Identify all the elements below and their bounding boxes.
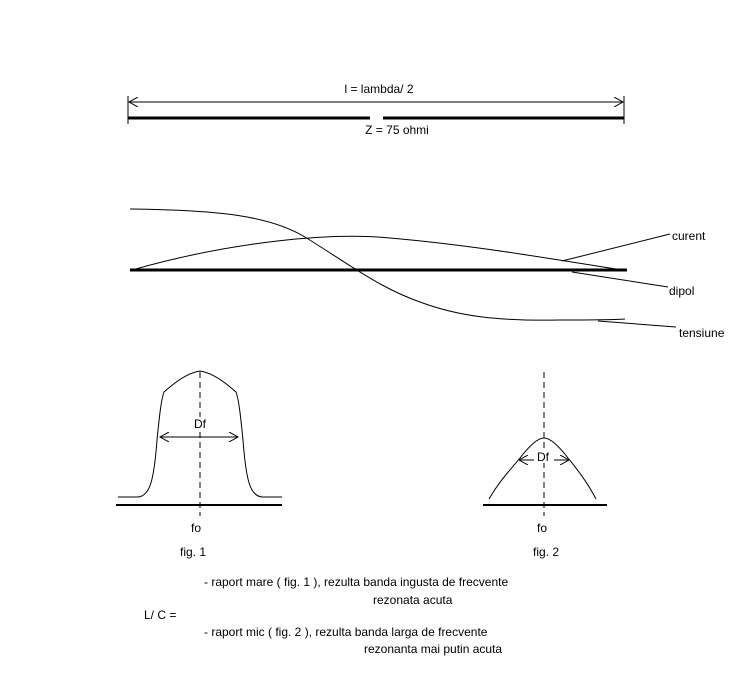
voltage-label: tensiune bbox=[679, 326, 725, 340]
fig1-caption: fig. 1 bbox=[179, 545, 207, 559]
fig2-bandwidth-label: Df bbox=[537, 450, 549, 464]
impedance-label: Z = 75 ohmi bbox=[365, 123, 429, 137]
current-curve bbox=[132, 236, 622, 270]
note-line-1: - raport mare ( fig. 1 ), rezulta banda ingusta de frecvente bbox=[204, 575, 509, 589]
fig1-bandwidth-label: Df bbox=[194, 417, 206, 431]
note-line-3: - raport mic ( fig. 2 ), rezulta banda larga de frecvente bbox=[204, 625, 488, 639]
fig2-section bbox=[483, 372, 607, 559]
distribution-section bbox=[130, 209, 725, 340]
fig2-caption: fig. 2 bbox=[532, 545, 560, 559]
length-label: l = lambda/ 2 bbox=[344, 82, 414, 96]
current-leader-line bbox=[562, 234, 670, 261]
fig2-response-curve bbox=[489, 438, 596, 499]
voltage-curve bbox=[130, 209, 625, 320]
voltage-leader-line bbox=[598, 321, 676, 327]
note-line-2: rezonata acuta bbox=[373, 593, 453, 607]
notes-section bbox=[144, 575, 508, 656]
dipole-leader-line bbox=[572, 272, 668, 287]
current-label: curent bbox=[672, 229, 706, 243]
note-line-4: rezonanta mai putin acuta bbox=[364, 642, 503, 656]
fig1-section bbox=[116, 371, 282, 559]
fig1-center-label: fo bbox=[190, 521, 202, 535]
dipole-section bbox=[128, 80, 624, 137]
dipole-label: dipol bbox=[669, 284, 695, 298]
fig2-center-label: fo bbox=[536, 521, 548, 535]
ratio-label: L/ C = bbox=[144, 608, 177, 622]
